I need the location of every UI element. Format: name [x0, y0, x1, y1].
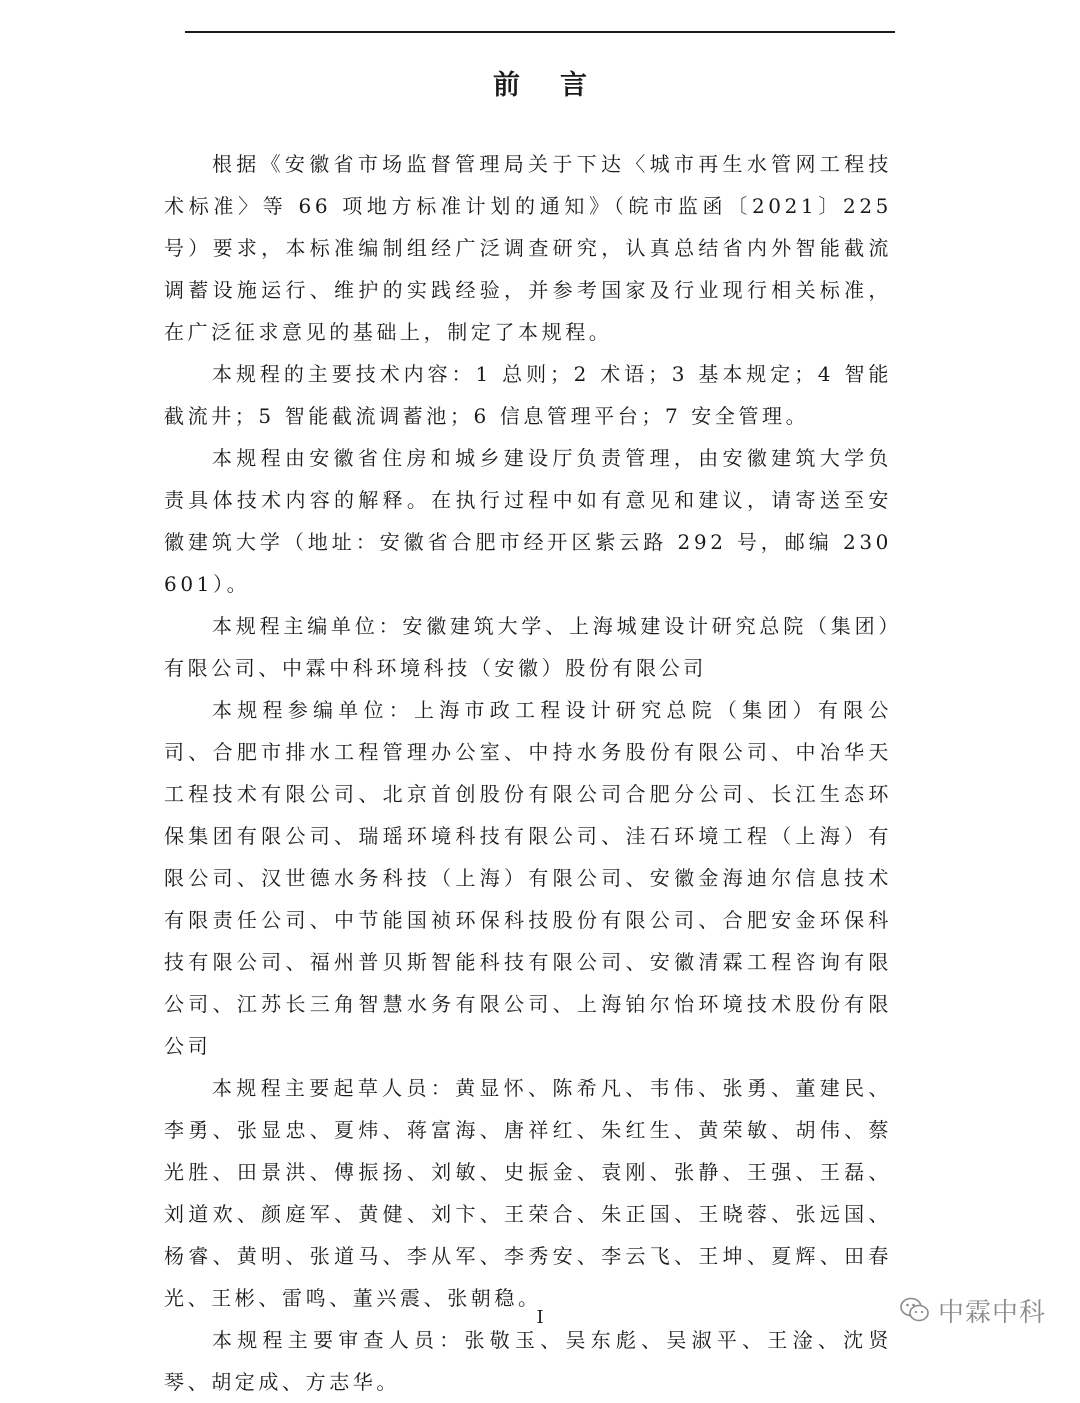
page-title: 前言	[493, 70, 627, 101]
header-rule	[185, 31, 895, 33]
watermark	[900, 1290, 1046, 1330]
watermark-text: 中霖中科	[938, 1297, 1047, 1328]
paragraph-main-contents: 本规程的主要技术内容：1 总则；2 术语；3 基本规定；4 智能截流井；5 智能截流调蓄池；6 信息管理平台；7 安全管理。	[164, 362, 892, 428]
paragraph-basis: 根据《安徽省市场监督管理局关于下达〈城市再生水管网工程技术标准〉等 66 项地方标准计划的通知》（皖市监函〔2021〕225 号）要求，本标准编制组经广泛调查研究，认真总结省内外智能截流调蓄设施运行、维护的实践经验，并参考国家及行业现行相关标准，在广泛征求意见的基础上，制定了本规程。	[164, 152, 892, 344]
paragraph-reviewers: 本规程主要审查人员：张敬玉、吴东彪、吴淑平、王淦、沈贤琴、胡定成、方志华。	[164, 1328, 892, 1394]
page-number: I	[536, 1307, 544, 1328]
paragraph-participating-units: 本规程参编单位：上海市政工程设计研究总院（集团）有限公司、合肥市排水工程管理办公室、中持水务股份有限公司、中冶华天工程技术有限公司、北京首创股份有限公司合肥分公司、长江生态环保集团有限公司、瑞瑶环境科技有限公司、洼石环境工程（上海）有限公司、汉世德水务科技（上海）有限公司、安徽金海迪尔信息技术有限责任公司、中节能国祯环保科技股份有限公司、合肥安金环保科技有限公司、福州普贝斯智能科技有限公司、安徽清霖工程咨询有限公司、江苏长三角智慧水务有限公司、上海铂尔怡环境技术股份有限公司	[164, 698, 892, 1058]
paragraph-drafters: 本规程主要起草人员：黄显怀、陈希凡、韦伟、张勇、董建民、李勇、张显忠、夏炜、蒋富海、唐祥红、朱红生、黄荣敏、胡伟、蔡光胜、田景洪、傅振扬、刘敏、史振金、袁刚、张静、王强、王磊、刘道欢、颜庭军、黄健、刘卞、王荣合、朱正国、王晓蓉、张远国、杨睿、黄明、张道马、李从军、李秀安、李云飞、王坤、夏辉、田春光、王彬、雷鸣、董兴震、张朝稳。	[164, 1076, 892, 1310]
paragraph-chief-editors: 本规程主编单位：安徽建筑大学、上海城建设计研究总院（集团）有限公司、中霖中科环境科技（安徽）股份有限公司	[164, 614, 892, 680]
document-body	[164, 143, 892, 1403]
wechat-icon	[900, 1297, 930, 1323]
paragraph-management: 本规程由安徽省住房和城乡建设厅负责管理，由安徽建筑大学负责具体技术内容的解释。在执行过程中如有意见和建议，请寄送至安徽建筑大学（地址：安徽省合肥市经开区紫云路 292 号，邮编 230601）。	[164, 446, 892, 596]
